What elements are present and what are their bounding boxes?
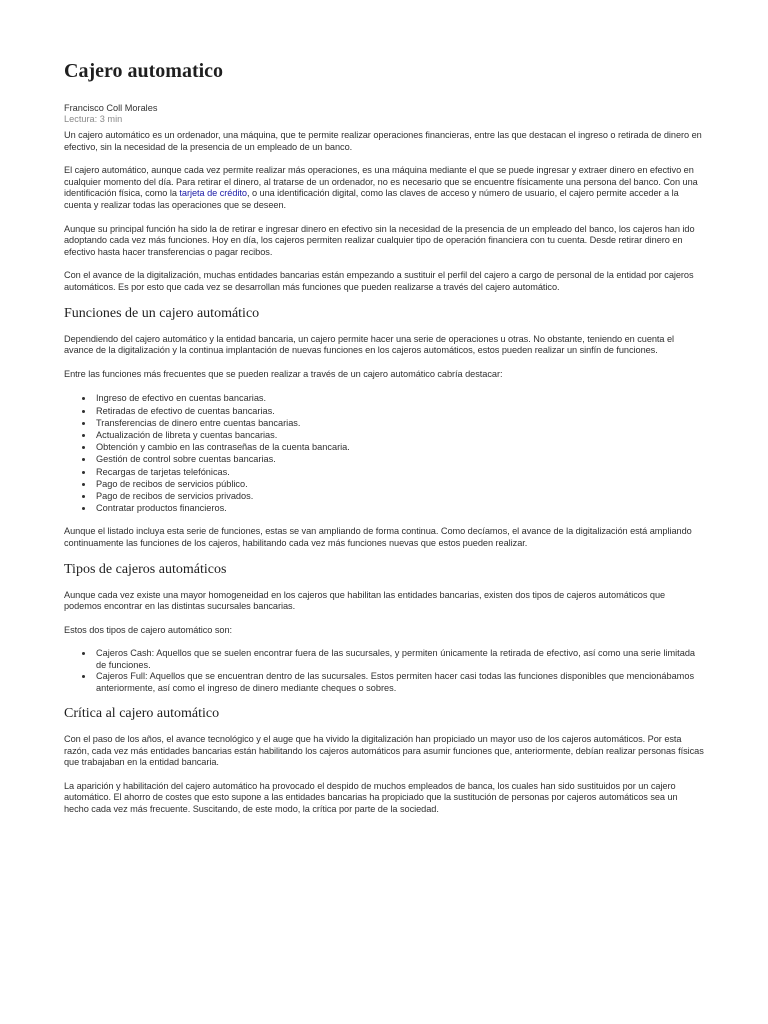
functions-paragraph-3: Aunque el listado incluya esta serie de funciones, estas se van ampliando de forma continua. Como decíamos, el avance de la digitalización está ampliando continuamente las funciones de los cajeros, habilitando cada vez más funciones nuevas que estos pueden realizar. — [64, 526, 692, 548]
types-paragraph-1: Aunque cada vez existe una mayor homogeneidad en los cajeros que habilitan las entidades bancarias, existen dos tipos de cajeros automáticos que podemos encontrar en las distintas sucursales bancarias. — [64, 589, 666, 612]
section-heading-types: Tipos de cajeros automáticos — [64, 561, 227, 577]
functions-list — [64, 392, 704, 514]
list-item: • Actualización de libreta y cuentas bancarias. — [94, 429, 704, 441]
list-item: • Cajeros Full: Aquellos que se encuentran dentro de las sucursales. Estos permiten hacer casi todas las funciones disponibles que mencionábamos anteriormente, así como el ingreso de dinero mediante cheques o sobres. — [94, 671, 704, 694]
reading-time: Lectura: 3 min — [64, 113, 123, 124]
list-item: • Gestión de control sobre cuentas bancarias. — [94, 453, 704, 465]
intro-paragraph: Un cajero automático es un ordenador, una máquina, que te permite realizar operaciones financieras, entre las que destacan el ingreso o retirada de dinero en efectivo, sin la necesidad de la presencia de un empleado de un banco. — [64, 130, 702, 152]
types-list — [64, 648, 704, 694]
types-paragraph-2: Estos dos tipos de cajero automático son: — [64, 624, 233, 635]
paragraph-functions-evolution: Aunque su principal función ha sido la de retirar e ingresar dinero en efectivo sin la necesidad de la presencia de un empleado del banco, los cajeros han ido adoptando cada vez más funciones. Hoy en día, los cajeros permiten realizar cualquier tipo de operación financiera con tu cuenta. Desde retirar dinero en efectivo hasta hacer transferencias o pagar recibos. — [64, 223, 695, 257]
list-item: • Pago de recibos de servicios privados. — [94, 490, 704, 502]
article-meta — [64, 103, 704, 124]
list-item: • Cajeros Cash: Aquellos que se suelen encontrar fuera de las sucursales, y permiten únicamente la retirada de efectivo, así como una serie limitada de funciones. — [94, 648, 704, 671]
list-item: • Transferencias de dinero entre cuentas bancarias. — [94, 417, 704, 429]
paragraph-text-after-link: , o una identificación digital, como las claves de acceso y número de usuario, el cajero permite acceder a la cuenta y realizar todas las operaciones que se deseen. — [64, 188, 679, 210]
credit-card-link[interactable]: tarjeta de crédito — [179, 188, 247, 199]
list-item: • Contratar productos financieros. — [94, 502, 704, 514]
functions-paragraph-1: Dependiendo del cajero automático y la entidad bancaria, un cajero permite hacer una serie de operaciones u otras. No obstante, teniendo en cuenta el avance de la digitalización y la continua implantación de nuevas funciones en los cajeros automáticos, estos pueden realizar un sinfín de funciones. — [64, 333, 675, 356]
list-item: • Ingreso de efectivo en cuentas bancarias. — [94, 392, 704, 404]
author-name: Francisco Coll Morales — [64, 103, 158, 113]
functions-paragraph-2: Entre las funciones más frecuentes que se pueden realizar a través de un cajero automático cabría destacar: — [64, 368, 503, 379]
list-item: • Pago de recibos de servicios público. — [94, 478, 704, 490]
section-heading-criticism: Crítica al cajero automático — [64, 705, 220, 721]
criticism-paragraph-1: Con el paso de los años, el avance tecnológico y el auge que ha vivido la digitalización han propiciado un mayor uso de los cajeros automáticos. Por esta razón, cada vez más entidades bancarias están habilitando los cajeros automáticos para asumir funciones que, anteriormente, debían realizar personas físicas que trabajaban en la entidad bancaria. — [64, 733, 704, 768]
paragraph-identification — [64, 165, 704, 211]
criticism-paragraph-2: La aparición y habilitación del cajero automático ha provocado el despido de muchos empleados de banca, los cuales han sido sustituidos por un cajero automático. El ahorro de costes que esto supone a las entidades bancarias ha propiciado que la sustitución de personas por cajeros automáticos sea un hecho cada vez más frecuente. Suscitando, de este modo, la crítica por parte de la sociedad. — [64, 780, 678, 814]
paragraph-digitalization: Con el avance de la digitalización, muchas entidades bancarias están empezando a sustituir el perfil del cajero a cargo de personal de la entidad por cajeros automáticos. Es por esto que cada vez se desarrollan más funciones que pueden realizarse a través del cajero automático. — [64, 270, 694, 292]
article-title: Cajero automatico — [64, 60, 224, 82]
paragraph-text-before-link: El cajero automático, aunque cada vez permite realizar más operaciones, es una máquina mediante el que se puede ingresar y extraer dinero en efectivo en cualquier momento del día. Para retirar el dinero, al tratarse de un ordenador, no es necesario que se encuentre físicamente una persona del banco. Con una identificación física, como la — [64, 165, 698, 199]
section-heading-functions: Funciones de un cajero automático — [64, 305, 260, 321]
list-item: • Retiradas de efectivo de cuentas bancarias. — [94, 405, 704, 417]
list-item: • Recargas de tarjetas telefónicas. — [94, 466, 704, 478]
list-item: • Obtención y cambio en las contraseñas de la cuenta bancaria. — [94, 441, 704, 453]
